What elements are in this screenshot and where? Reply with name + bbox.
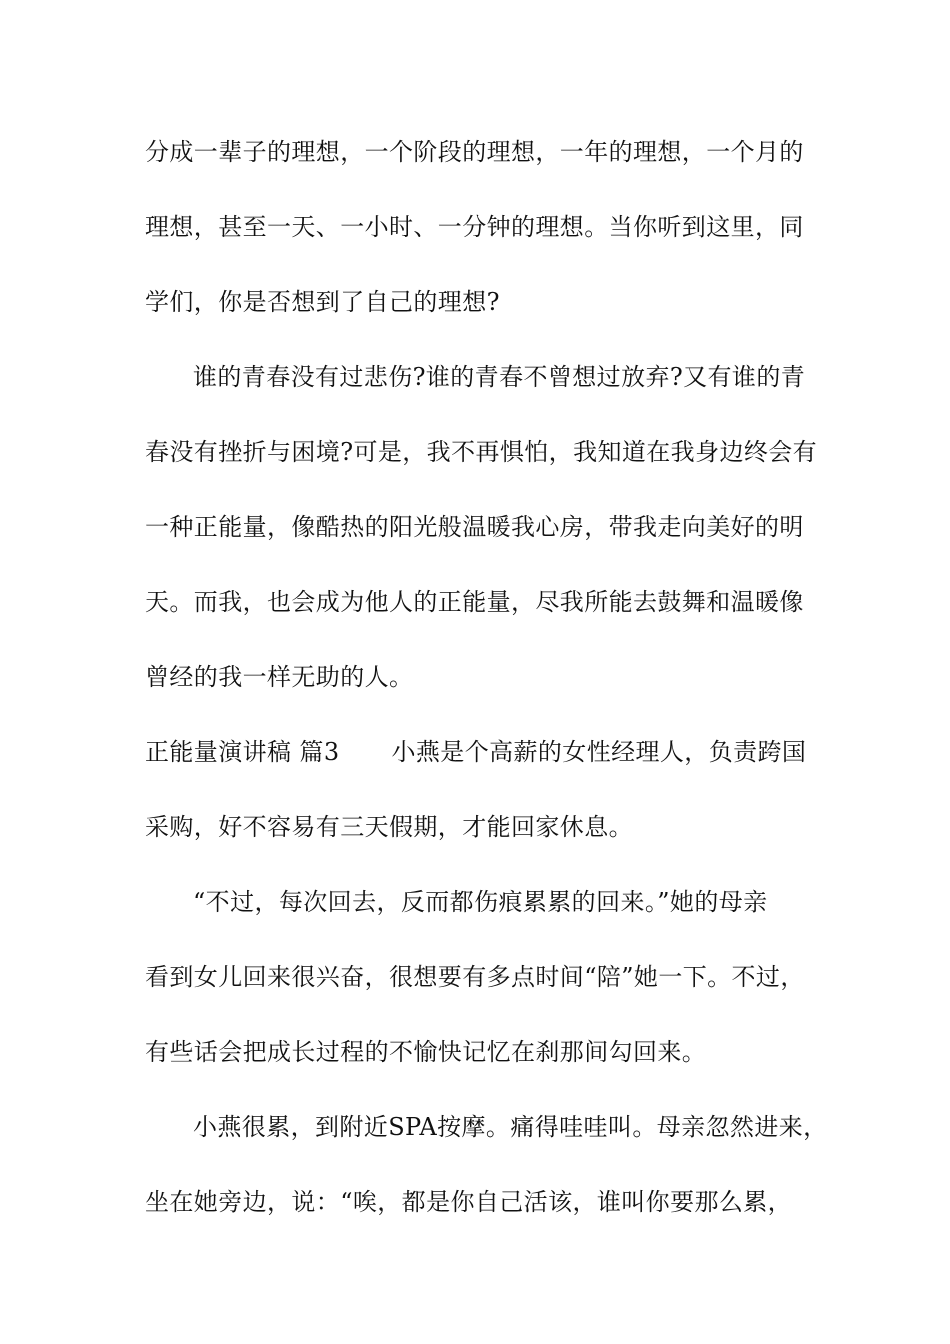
paragraph-line: 小燕是个高薪的女性经理人，负责跨国: [391, 738, 807, 766]
paragraph-line: 坐在她旁边，说：“唉，都是你自己活该，谁叫你要那么累，: [145, 1188, 793, 1216]
paragraph-line: 有些话会把成长过程的不愉快记忆在刹那间勾回来。: [145, 1038, 707, 1066]
paragraph-line: 曾经的我一样无助的人。: [145, 663, 414, 691]
paragraph-line: 一种正能量，像酷热的阳光般温暖我心房，带我走向美好的明: [145, 513, 804, 541]
paragraph-line: 理想，甚至一天、一小时、一分钟的理想。当你听到这里，同: [145, 213, 804, 241]
paragraph-line: 谁的青春没有过悲伤?谁的青春不曾想过放弃?又有谁的青: [193, 363, 806, 391]
paragraph-line: 看到女儿回来很兴奋，很想要有多点时间“陪”她一下。不过，: [145, 963, 805, 991]
section-heading: 正能量演讲稿 篇3: [145, 738, 340, 766]
paragraph-line: 天。而我，也会成为他人的正能量，尽我所能去鼓舞和温暖像: [145, 588, 804, 616]
paragraph-line: 学们，你是否想到了自己的理想?: [145, 288, 500, 316]
paragraph-line: 分成一辈子的理想，一个阶段的理想，一年的理想，一个月的: [145, 138, 804, 166]
paragraph-line: “不过，每次回去，反而都伤痕累累的回来。”她的母亲: [193, 888, 768, 916]
paragraph-line: 春没有挫折与困境?可是，我不再惧怕，我知道在我身边终会有: [145, 438, 818, 466]
paragraph-line: 小燕很累，到附近SPA按摩。痛得哇哇叫。母亲忽然进来，: [193, 1113, 828, 1141]
section-heading-line: [145, 737, 806, 767]
paragraph-line: 采购，好不容易有三天假期，才能回家休息。: [145, 813, 633, 841]
